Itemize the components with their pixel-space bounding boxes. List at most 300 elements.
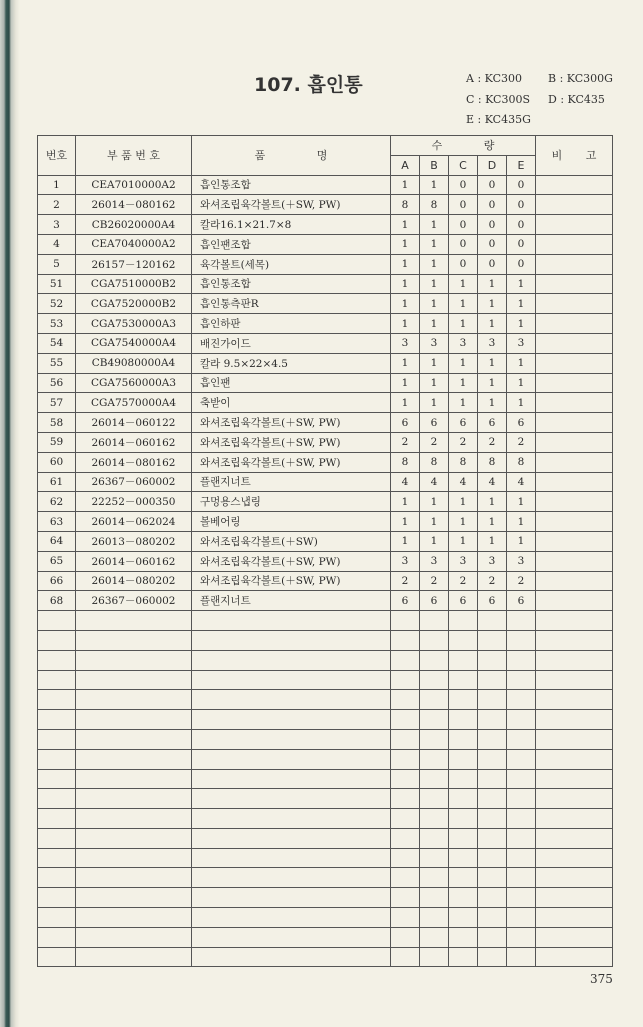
empty-cell — [76, 868, 192, 888]
empty-cell — [192, 828, 391, 848]
empty-cell — [391, 611, 420, 631]
qty-cell: 1 — [391, 175, 420, 195]
qty-cell: 3 — [478, 551, 507, 571]
table-row — [38, 314, 613, 334]
empty-cell — [478, 848, 507, 868]
empty-cell — [391, 789, 420, 809]
qty-cell: 1 — [391, 512, 420, 532]
part-name: 와셔조립육각볼트(＋SW, PW) — [192, 413, 391, 433]
empty-cell — [478, 789, 507, 809]
empty-cell — [76, 908, 192, 928]
qty-cell: 1 — [420, 234, 449, 254]
empty-cell — [192, 947, 391, 967]
qty-cell: 0 — [507, 175, 536, 195]
empty-cell — [38, 947, 76, 967]
empty-cell — [536, 729, 613, 749]
remarks-cell — [536, 591, 613, 611]
qty-cell: 1 — [420, 215, 449, 235]
remarks-cell — [536, 353, 613, 373]
header-remarks: 비 고 — [536, 136, 613, 176]
qty-cell: 1 — [478, 512, 507, 532]
part-number: 26014－080202 — [76, 571, 192, 591]
row-number: 63 — [38, 512, 76, 532]
qty-cell: 1 — [478, 531, 507, 551]
empty-cell — [76, 749, 192, 769]
part-name: 축받이 — [192, 393, 391, 413]
empty-row — [38, 868, 613, 888]
empty-cell — [449, 947, 478, 967]
part-number: 26157－120162 — [76, 254, 192, 274]
empty-cell — [536, 809, 613, 829]
empty-cell — [192, 650, 391, 670]
remarks-cell — [536, 432, 613, 452]
row-number: 59 — [38, 432, 76, 452]
qty-cell: 1 — [478, 294, 507, 314]
qty-cell: 8 — [478, 452, 507, 472]
remarks-cell — [536, 472, 613, 492]
qty-cell: 6 — [507, 413, 536, 433]
qty-cell: 2 — [391, 432, 420, 452]
part-number: CB49080000A4 — [76, 353, 192, 373]
qty-cell: 3 — [391, 551, 420, 571]
qty-cell: 1 — [391, 492, 420, 512]
empty-cell — [391, 630, 420, 650]
header-qty-a: A — [391, 155, 420, 175]
empty-cell — [76, 789, 192, 809]
qty-cell: 1 — [507, 294, 536, 314]
empty-cell — [478, 611, 507, 631]
qty-cell: 1 — [391, 373, 420, 393]
empty-cell — [192, 927, 391, 947]
qty-cell: 1 — [391, 215, 420, 235]
table-row — [38, 353, 613, 373]
empty-cell — [38, 908, 76, 928]
empty-cell — [536, 947, 613, 967]
row-number: 52 — [38, 294, 76, 314]
row-number: 68 — [38, 591, 76, 611]
qty-cell: 2 — [449, 432, 478, 452]
empty-cell — [449, 729, 478, 749]
qty-cell: 0 — [449, 254, 478, 274]
empty-cell — [38, 828, 76, 848]
empty-cell — [449, 749, 478, 769]
empty-cell — [507, 868, 536, 888]
qty-cell: 1 — [449, 531, 478, 551]
empty-cell — [420, 670, 449, 690]
table-row — [38, 571, 613, 591]
qty-cell: 1 — [478, 274, 507, 294]
qty-cell: 0 — [507, 254, 536, 274]
empty-row — [38, 828, 613, 848]
empty-cell — [391, 828, 420, 848]
empty-cell — [507, 848, 536, 868]
row-number: 66 — [38, 571, 76, 591]
qty-cell: 1 — [391, 531, 420, 551]
part-name: 와셔조립육각볼트(＋SW, PW) — [192, 432, 391, 452]
empty-cell — [38, 927, 76, 947]
empty-cell — [478, 630, 507, 650]
qty-cell: 0 — [478, 175, 507, 195]
empty-cell — [536, 927, 613, 947]
empty-cell — [76, 769, 192, 789]
empty-cell — [192, 630, 391, 650]
empty-cell — [391, 769, 420, 789]
empty-cell — [536, 710, 613, 730]
qty-cell: 6 — [507, 591, 536, 611]
qty-cell: 1 — [449, 353, 478, 373]
part-number: 26367－060002 — [76, 472, 192, 492]
row-number: 55 — [38, 353, 76, 373]
empty-cell — [76, 809, 192, 829]
part-number: 26014－062024 — [76, 512, 192, 532]
part-number: CGA7540000A4 — [76, 333, 192, 353]
row-number: 56 — [38, 373, 76, 393]
empty-cell — [478, 729, 507, 749]
empty-cell — [420, 630, 449, 650]
empty-cell — [478, 927, 507, 947]
qty-cell: 2 — [391, 571, 420, 591]
qty-cell: 1 — [420, 531, 449, 551]
empty-cell — [391, 848, 420, 868]
qty-cell: 2 — [478, 571, 507, 591]
empty-cell — [478, 650, 507, 670]
qty-cell: 8 — [507, 452, 536, 472]
qty-cell: 0 — [507, 215, 536, 235]
empty-cell — [391, 809, 420, 829]
qty-cell: 8 — [391, 195, 420, 215]
empty-row — [38, 809, 613, 829]
qty-cell: 6 — [449, 591, 478, 611]
table-row — [38, 492, 613, 512]
qty-cell: 0 — [449, 175, 478, 195]
qty-cell: 8 — [391, 452, 420, 472]
row-number: 51 — [38, 274, 76, 294]
qty-cell: 1 — [420, 492, 449, 512]
empty-cell — [38, 749, 76, 769]
empty-cell — [192, 749, 391, 769]
qty-cell: 0 — [478, 215, 507, 235]
qty-cell: 1 — [391, 254, 420, 274]
table-row — [38, 274, 613, 294]
table-row — [38, 472, 613, 492]
qty-cell: 1 — [507, 531, 536, 551]
empty-cell — [507, 828, 536, 848]
qty-cell: 2 — [420, 432, 449, 452]
header-qty-c: C — [449, 155, 478, 175]
empty-cell — [420, 888, 449, 908]
empty-cell — [38, 848, 76, 868]
part-name: 흡인팬 — [192, 373, 391, 393]
table-row — [38, 531, 613, 551]
remarks-cell — [536, 175, 613, 195]
qty-cell: 1 — [420, 373, 449, 393]
empty-cell — [38, 729, 76, 749]
table-row — [38, 215, 613, 235]
empty-cell — [536, 868, 613, 888]
qty-cell: 1 — [420, 393, 449, 413]
part-name: 배진가이드 — [192, 333, 391, 353]
empty-cell — [192, 789, 391, 809]
empty-cell — [391, 868, 420, 888]
empty-cell — [507, 710, 536, 730]
part-name: 흡인통조합 — [192, 274, 391, 294]
empty-cell — [449, 888, 478, 908]
model-code-b: B : KC300G — [548, 72, 613, 85]
remarks-cell — [536, 274, 613, 294]
qty-cell: 4 — [391, 472, 420, 492]
part-number: CGA7560000A3 — [76, 373, 192, 393]
part-name: 와셔조립육각볼트(＋SW, PW) — [192, 551, 391, 571]
empty-cell — [420, 789, 449, 809]
empty-cell — [478, 670, 507, 690]
empty-cell — [507, 927, 536, 947]
remarks-cell — [536, 531, 613, 551]
empty-row — [38, 729, 613, 749]
qty-cell: 6 — [478, 413, 507, 433]
empty-cell — [507, 670, 536, 690]
qty-cell: 3 — [449, 551, 478, 571]
qty-cell: 3 — [449, 333, 478, 353]
qty-cell: 1 — [449, 314, 478, 334]
empty-cell — [420, 650, 449, 670]
empty-cell — [192, 710, 391, 730]
table-row — [38, 254, 613, 274]
empty-row — [38, 670, 613, 690]
empty-cell — [38, 789, 76, 809]
remarks-cell — [536, 551, 613, 571]
empty-cell — [420, 947, 449, 967]
empty-cell — [420, 749, 449, 769]
empty-cell — [192, 690, 391, 710]
empty-cell — [507, 789, 536, 809]
empty-cell — [192, 769, 391, 789]
empty-cell — [536, 690, 613, 710]
empty-cell — [76, 611, 192, 631]
parts-table — [37, 135, 613, 967]
qty-cell: 2 — [507, 432, 536, 452]
qty-cell: 6 — [420, 413, 449, 433]
part-number: 22252－000350 — [76, 492, 192, 512]
table-row — [38, 333, 613, 353]
empty-cell — [391, 710, 420, 730]
empty-row — [38, 888, 613, 908]
qty-cell: 2 — [449, 571, 478, 591]
row-number: 3 — [38, 215, 76, 235]
qty-cell: 2 — [507, 571, 536, 591]
part-number: 26014－060162 — [76, 432, 192, 452]
remarks-cell — [536, 215, 613, 235]
binding-spine — [0, 0, 20, 1027]
empty-cell — [449, 868, 478, 888]
qty-cell: 1 — [449, 274, 478, 294]
empty-cell — [478, 769, 507, 789]
empty-cell — [192, 670, 391, 690]
part-name: 구멍용스냅링 — [192, 492, 391, 512]
empty-cell — [536, 650, 613, 670]
qty-cell: 1 — [420, 512, 449, 532]
qty-cell: 2 — [478, 432, 507, 452]
part-name: 육각볼트(세목) — [192, 254, 391, 274]
qty-cell: 1 — [478, 373, 507, 393]
remarks-cell — [536, 254, 613, 274]
empty-row — [38, 848, 613, 868]
empty-cell — [449, 670, 478, 690]
row-number: 53 — [38, 314, 76, 334]
row-number: 65 — [38, 551, 76, 571]
part-number: 26014－060122 — [76, 413, 192, 433]
row-number: 5 — [38, 254, 76, 274]
empty-cell — [420, 809, 449, 829]
remarks-cell — [536, 195, 613, 215]
empty-cell — [478, 809, 507, 829]
remarks-cell — [536, 373, 613, 393]
empty-cell — [76, 947, 192, 967]
part-number: CGA7530000A3 — [76, 314, 192, 334]
empty-cell — [391, 690, 420, 710]
empty-cell — [420, 710, 449, 730]
part-number: 26367－060002 — [76, 591, 192, 611]
qty-cell: 1 — [507, 492, 536, 512]
empty-cell — [449, 927, 478, 947]
qty-cell: 1 — [478, 393, 507, 413]
qty-cell: 6 — [391, 591, 420, 611]
qty-cell: 4 — [507, 472, 536, 492]
empty-row — [38, 611, 613, 631]
row-number: 57 — [38, 393, 76, 413]
table-row — [38, 393, 613, 413]
qty-cell: 1 — [507, 353, 536, 373]
qty-cell: 1 — [420, 175, 449, 195]
part-name: 칼라 9.5×22×4.5 — [192, 353, 391, 373]
header-qty-d: D — [478, 155, 507, 175]
qty-cell: 0 — [449, 234, 478, 254]
empty-row — [38, 908, 613, 928]
empty-cell — [507, 809, 536, 829]
empty-cell — [420, 848, 449, 868]
qty-cell: 1 — [449, 492, 478, 512]
empty-cell — [192, 848, 391, 868]
qty-cell: 1 — [507, 512, 536, 532]
qty-cell: 1 — [391, 314, 420, 334]
qty-cell: 0 — [507, 195, 536, 215]
row-number: 58 — [38, 413, 76, 433]
empty-row — [38, 650, 613, 670]
model-code-e: E : KC435G — [466, 113, 531, 126]
empty-cell — [391, 947, 420, 967]
qty-cell: 3 — [478, 333, 507, 353]
empty-cell — [536, 848, 613, 868]
page-number: 375 — [590, 972, 613, 986]
qty-cell: 8 — [420, 195, 449, 215]
qty-cell: 0 — [478, 254, 507, 274]
empty-cell — [420, 769, 449, 789]
empty-cell — [449, 630, 478, 650]
empty-cell — [420, 729, 449, 749]
qty-cell: 3 — [420, 551, 449, 571]
model-code-d: D : KC435 — [548, 93, 605, 106]
empty-cell — [536, 630, 613, 650]
empty-cell — [420, 908, 449, 928]
qty-cell: 1 — [391, 353, 420, 373]
qty-cell: 1 — [391, 393, 420, 413]
empty-cell — [76, 710, 192, 730]
empty-row — [38, 769, 613, 789]
part-name: 와셔조립육각볼트(＋SW, PW) — [192, 452, 391, 472]
header-qty-b: B — [420, 155, 449, 175]
part-name: 흡인하판 — [192, 314, 391, 334]
empty-cell — [478, 749, 507, 769]
qty-cell: 1 — [420, 294, 449, 314]
part-name: 와셔조립육각볼트(＋SW, PW) — [192, 571, 391, 591]
table-row — [38, 373, 613, 393]
part-number: CB26020000A4 — [76, 215, 192, 235]
qty-cell: 1 — [449, 512, 478, 532]
empty-row — [38, 690, 613, 710]
row-number: 60 — [38, 452, 76, 472]
empty-cell — [507, 769, 536, 789]
empty-cell — [449, 908, 478, 928]
part-number: CGA7510000B2 — [76, 274, 192, 294]
empty-cell — [478, 947, 507, 967]
empty-cell — [449, 710, 478, 730]
table-row — [38, 452, 613, 472]
qty-cell: 1 — [391, 294, 420, 314]
qty-cell: 1 — [420, 254, 449, 274]
empty-cell — [449, 789, 478, 809]
part-number: CEA7040000A2 — [76, 234, 192, 254]
empty-cell — [478, 710, 507, 730]
empty-cell — [192, 908, 391, 928]
table-row — [38, 234, 613, 254]
qty-cell: 2 — [420, 571, 449, 591]
row-number: 4 — [38, 234, 76, 254]
row-number: 61 — [38, 472, 76, 492]
empty-cell — [391, 729, 420, 749]
empty-cell — [38, 630, 76, 650]
qty-cell: 1 — [507, 274, 536, 294]
header-name: 품 명 — [192, 136, 391, 176]
table-row — [38, 551, 613, 571]
row-number: 54 — [38, 333, 76, 353]
header-qty-e: E — [507, 155, 536, 175]
remarks-cell — [536, 294, 613, 314]
part-name: 흡인통조합 — [192, 175, 391, 195]
qty-cell: 1 — [420, 353, 449, 373]
empty-cell — [449, 769, 478, 789]
qty-cell: 3 — [507, 333, 536, 353]
qty-cell: 1 — [420, 314, 449, 334]
empty-cell — [536, 611, 613, 631]
qty-cell: 4 — [478, 472, 507, 492]
qty-cell: 3 — [420, 333, 449, 353]
part-number: 26014－080162 — [76, 195, 192, 215]
empty-cell — [507, 729, 536, 749]
table-row — [38, 512, 613, 532]
empty-cell — [76, 848, 192, 868]
qty-cell: 8 — [420, 452, 449, 472]
empty-cell — [449, 650, 478, 670]
empty-cell — [76, 670, 192, 690]
empty-cell — [38, 769, 76, 789]
empty-cell — [391, 927, 420, 947]
empty-row — [38, 947, 613, 967]
model-code-c: C : KC300S — [466, 93, 530, 106]
qty-cell: 6 — [449, 413, 478, 433]
empty-cell — [449, 611, 478, 631]
empty-cell — [478, 888, 507, 908]
part-number: 26014－080162 — [76, 452, 192, 472]
remarks-cell — [536, 512, 613, 532]
